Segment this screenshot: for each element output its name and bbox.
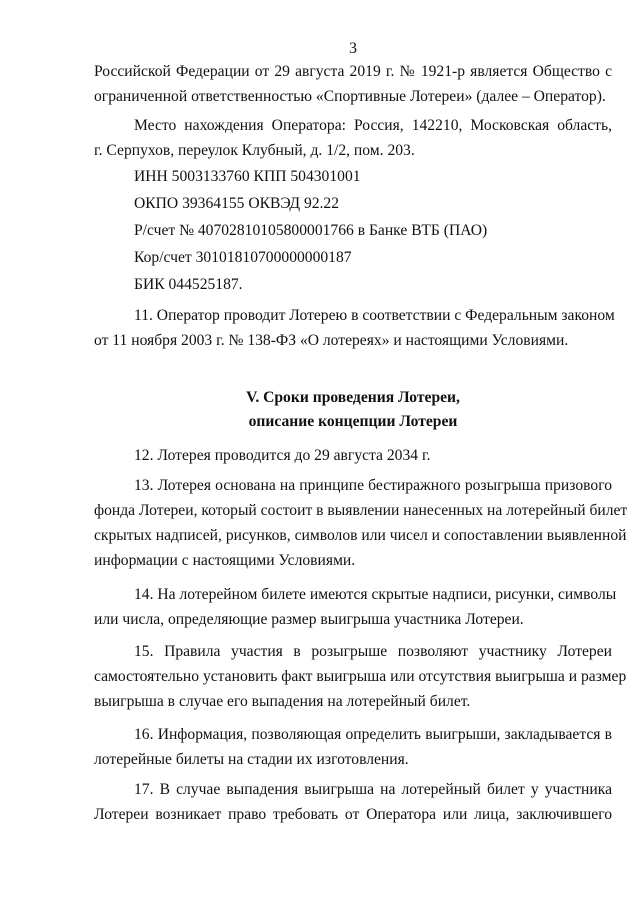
section-heading-line: описание концепции Лотереи bbox=[248, 413, 458, 430]
requisite-corr-account: Кор/счет 30101810700000000187 bbox=[134, 249, 352, 266]
text-line: Российской Федерации от 29 августа 2019 г. № 1921-р является Общество с bbox=[94, 63, 612, 80]
text-line: самостоятельно установить факт выигрыша или отсутствия выигрыша и размер bbox=[94, 668, 627, 685]
text-line: 17. В случае выпадения выигрыша на лотерейный билет у участника bbox=[134, 781, 612, 798]
text-line: 11. Оператор проводит Лотерею в соответствии с Федеральным законом bbox=[134, 307, 615, 324]
requisite-okpo: ОКПО 39364155 ОКВЭД 92.22 bbox=[134, 195, 340, 212]
text-line: скрытых надписей, рисунков, символов или чисел и сопоставлении выявленной bbox=[94, 527, 627, 544]
paragraph-operator-location bbox=[94, 113, 612, 163]
page-number: 3 bbox=[349, 40, 357, 57]
paragraph-14 bbox=[94, 582, 617, 632]
paragraph-12 bbox=[94, 443, 612, 468]
operator-requisites bbox=[94, 245, 612, 270]
section-heading-line: V. Сроки проведения Лотереи, bbox=[246, 389, 460, 406]
paragraph-15 bbox=[94, 639, 627, 714]
text-line: от 11 ноября 2003 г. № 138-ФЗ «О лотереях» и настоящими Условиями. bbox=[94, 332, 569, 349]
text-line: Место нахождения Оператора: Россия, 142210, Московская область, bbox=[134, 117, 612, 134]
requisite-bik: БИК 044525187. bbox=[134, 276, 243, 293]
paragraph-11 bbox=[94, 303, 615, 353]
text-line: лотерейные билеты на стадии их изготовления. bbox=[94, 751, 409, 768]
text-line: 14. На лотерейном билете имеются скрытые надписи, рисунки, символы bbox=[134, 586, 617, 603]
requisite-account: Р/счет № 40702810105800001766 в Банке ВТБ (ПАО) bbox=[134, 222, 488, 239]
text-line: ограниченной ответственностью «Спортивные Лотереи» (далее – Оператор). bbox=[94, 88, 606, 105]
text-line: фонда Лотереи, который состоит в выявлении нанесенных на лотерейный билет bbox=[94, 502, 628, 519]
section-heading bbox=[94, 385, 612, 433]
paragraph-operator-continuation bbox=[94, 59, 612, 109]
operator-requisites bbox=[94, 272, 612, 297]
paragraph-16 bbox=[94, 722, 612, 772]
text-line: 15. Правила участия в розыгрыше позволяют участнику Лотереи bbox=[134, 643, 612, 660]
text-line: 12. Лотерея проводится до 29 августа 2034 г. bbox=[134, 447, 431, 464]
text-line: или числа, определяющие размер выигрыша участника Лотереи. bbox=[94, 611, 524, 628]
text-line: г. Серпухов, переулок Клубный, д. 1/2, пом. 203. bbox=[94, 142, 415, 159]
operator-requisites bbox=[94, 164, 612, 189]
text-line: выигрыша в случае его выпадения на лотерейный билет. bbox=[94, 693, 471, 710]
text-line: 16. Информация, позволяющая определить выигрыши, закладывается в bbox=[134, 726, 612, 743]
paragraph-13 bbox=[94, 473, 628, 573]
text-line: информации с настоящими Условиями. bbox=[94, 552, 356, 569]
requisite-inn: ИНН 5003133760 КПП 504301001 bbox=[134, 168, 361, 185]
paragraph-17 bbox=[94, 777, 612, 827]
operator-requisites bbox=[94, 191, 612, 216]
operator-requisites bbox=[94, 218, 612, 243]
text-line: 13. Лотерея основана на принципе бестиражного розыгрыша призового bbox=[134, 477, 612, 494]
text-line: Лотереи возникает право требовать от Оператора или лица, заключившего bbox=[94, 806, 612, 823]
